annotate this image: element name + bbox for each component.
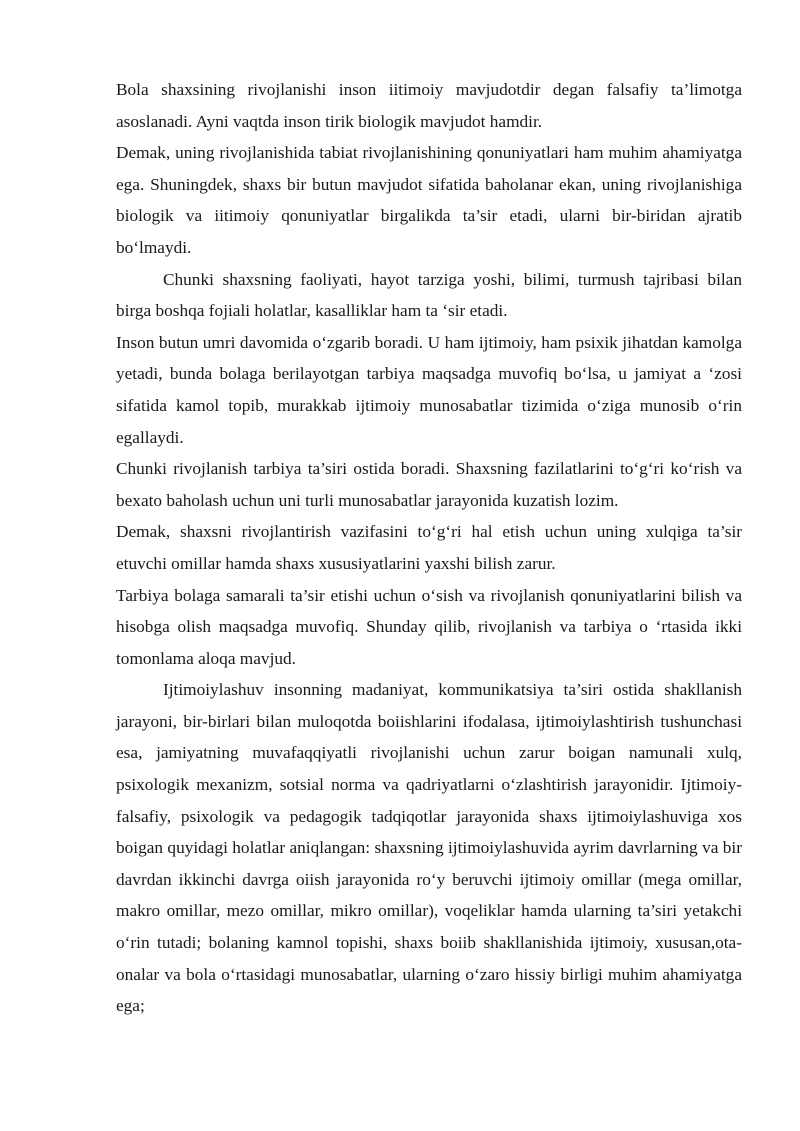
paragraph-4: Inson butun umri davomida o‘zgarib boradi. U ham ijtimoiy, ham psixik jihatdan kamolga yetadi, bunda bolaga berilayotgan tarbiya maqsadga muvofiq bo‘lsa, u jamiyat a ‘zosi sifatida kamol topib, murakkab ijtimoiy munosabatlar tizimida o‘ziga munosib o‘rin egallaydi. xyxy=(116,332,742,447)
paragraph-1: Bola shaxsining rivojlanishi inson iitimoiy mavjudotdir degan falsafiy ta’limotga asoslanadi. Ayni vaqtda inson tirik biologik mavjudot hamdir. xyxy=(116,80,742,131)
document-body xyxy=(116,74,742,1022)
paragraph-5: Chunki rivojlanish tarbiya ta’siri ostida boradi. Shaxsning fazilatlarini to‘g‘ri ko‘rish va bexato baholash uchun uni turli munosabatlar jarayonida kuzatish lozim. xyxy=(116,459,742,510)
paragraph-2: Demak, uning rivojlanishida tabiat rivojlanishining qonuniyatlari ham muhim ahamiyatga ega. Shuningdek, shaxs bir butun mavjudot sifatida baholanar ekan, uning rivojlanishiga biologik va iitimoiy qonuniyatlar birgalikda ta’sir etadi, ularni bir-biridan ajratib bo‘lmaydi. xyxy=(116,143,742,257)
paragraph-6: Demak, shaxsni rivojlantirish vazifasini to‘g‘ri hal etish uchun uning xulqiga ta’sir etuvchi omillar hamda shaxs xususiyatlarini yaxshi bilish zarur. xyxy=(116,522,742,573)
paragraph-8: Ijtimoiylashuv insonning madaniyat, kommunikatsiya ta’siri ostida shakllanish jarayoni, bir-birlari bilan muloqotda boiishlarini ifodalasa, ijtimoiylashtirish tushunchasi esa, jamiyatning muvafaqqiyatli rivojlanishi uchun zarur boigan namunali xulq, psixologik mexanizm, sotsial norma va qadriyatlarni o‘zlashtirish jarayonidir. Ijtimoiy-falsafiy, psixologik va pedagogik tadqiqotlar jarayonida shaxs ijtimoiylashuviga xos boigan quyidagi holatlar aniqlangan: shaxsning ijtimoiylashuvida ayrim davrlarning va bir davrdan ikkinchi davrga oiish jarayonida ro‘y beruvchi ijtimoiy omillar (mega omillar, makro omillar, mezo omillar, mikro omillar), voqeliklar hamda ularning ta’siri yetakchi o‘rin tutadi; bolaning kamnol topishi, shaxs boiib shakllanishida ijtimoiy, xususan,ota-onalar va bola o‘rtasidagi munosabatlar, ularning o‘zaro hissiy birligi muhim ahamiyatga ega; xyxy=(116,680,742,1016)
paragraph-7: Tarbiya bolaga samarali ta’sir etishi uchun o‘sish va rivojlanish qonuniyatlarini bilish va hisobga olish maqsadga muvofiq. Shunday qilib, rivojlanish va tarbiya o ‘rtasida ikki tomonlama aloqa mavjud. xyxy=(116,585,742,668)
paragraph-3: Chunki shaxsning faoliyati, hayot tarziga yoshi, bilimi, turmush tajribasi bilan birga boshqa fojiali holatlar, kasalliklar ham ta ‘sir etadi. xyxy=(116,269,742,321)
